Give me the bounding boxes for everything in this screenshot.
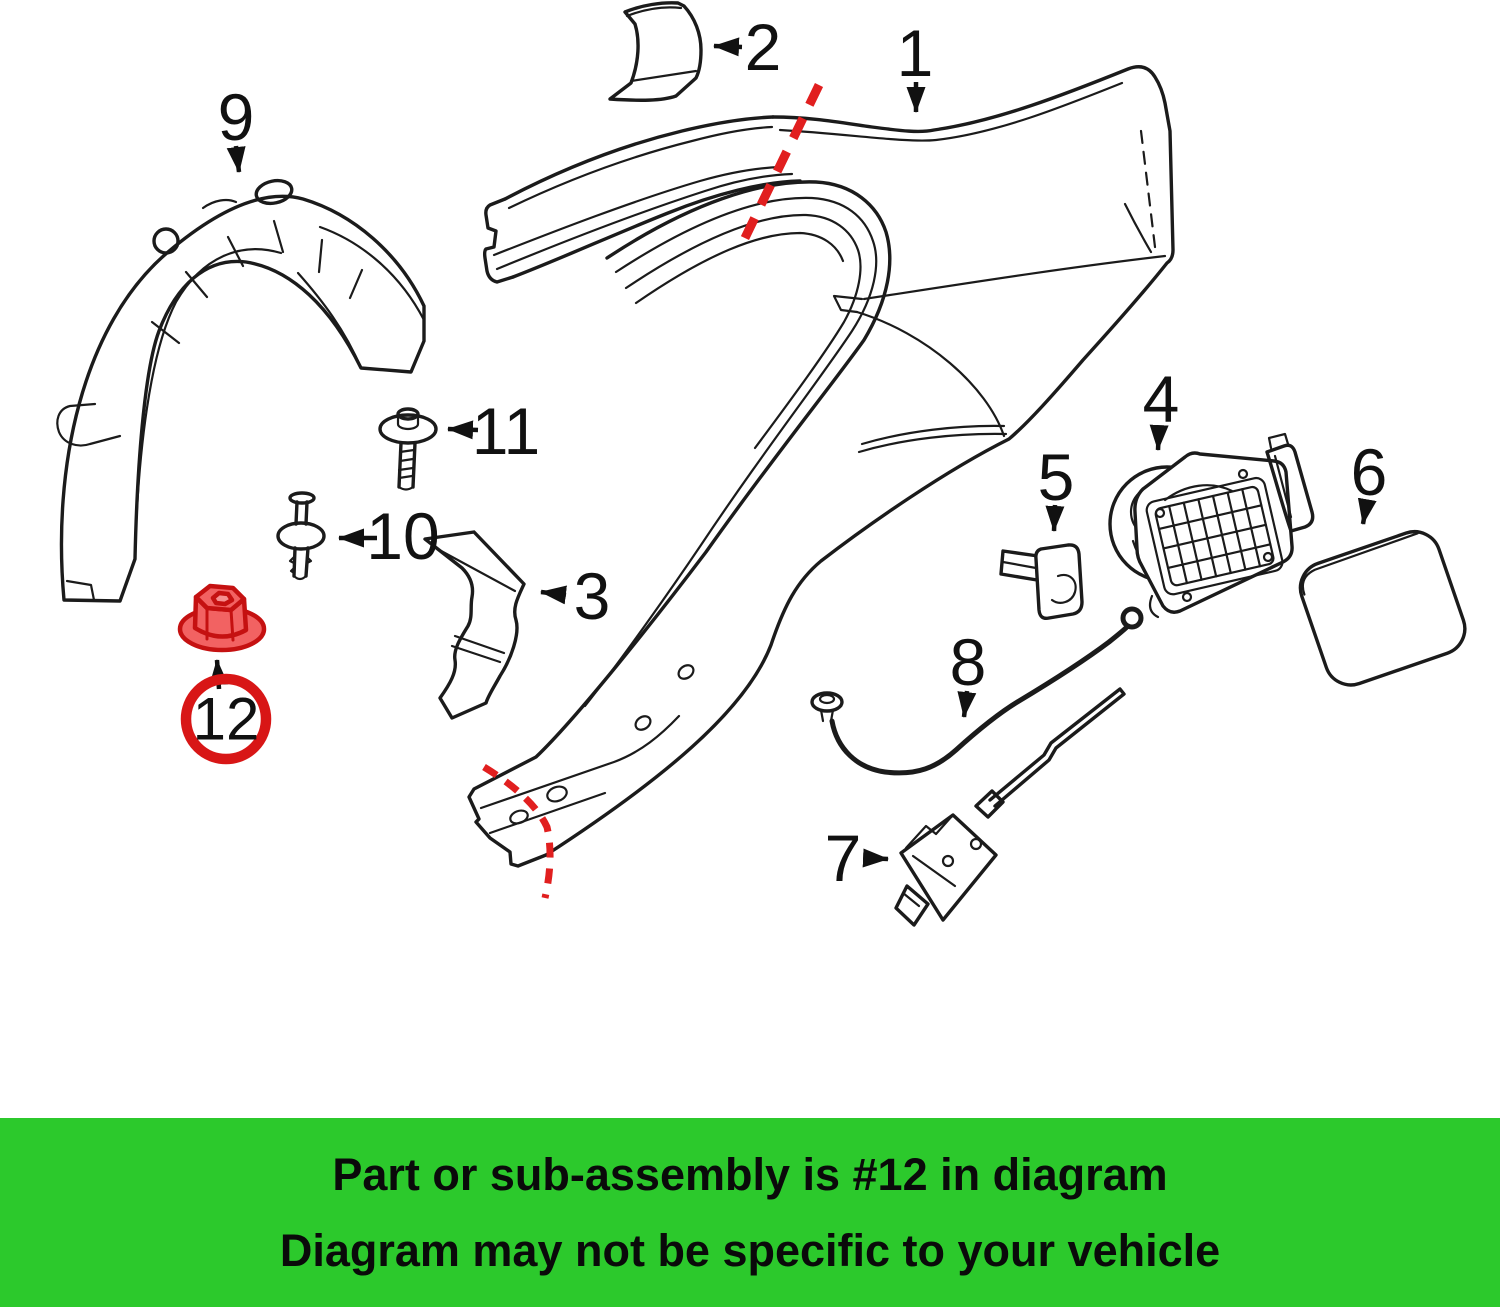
part-12-highlighted-nut	[180, 586, 264, 650]
callout-3-arrow	[541, 592, 566, 595]
banner-line-1: Part or sub-assembly is #12 in diagram	[332, 1149, 1168, 1200]
banner-line-2: Diagram may not be specific to your vehicle	[279, 1224, 1221, 1276]
part-10-push-pin-drawing	[278, 493, 324, 579]
part-11-screw-drawing	[380, 409, 436, 490]
callout-8-arrow	[964, 691, 967, 717]
part-6-fuel-door-drawing	[1293, 525, 1471, 692]
callout-5-arrow	[1054, 505, 1055, 531]
callout-9-label: 9	[217, 80, 255, 154]
callout-8-label: 8	[949, 625, 987, 699]
callout-7-label: 7	[824, 821, 862, 895]
part-5-clip-drawing	[1001, 545, 1082, 618]
callout-11-arrow	[448, 429, 478, 430]
callout-6-label: 6	[1350, 435, 1388, 509]
callout-11-label: 11	[471, 394, 541, 468]
callout-10-label: 10	[366, 499, 440, 573]
callout-2-label: 2	[744, 10, 782, 84]
part-2-trim-drawing	[610, 3, 701, 100]
callout-12-label: 12	[192, 685, 260, 753]
part-3-bracket-drawing	[425, 532, 524, 718]
part-7-lock-actuator-drawing	[896, 689, 1124, 925]
callout-2-arrow	[714, 46, 742, 47]
callout-3-label: 3	[573, 559, 611, 633]
callout-4-arrow	[1158, 428, 1159, 450]
callout-4-label: 4	[1142, 362, 1180, 436]
part-4-filler-housing-drawing	[1110, 434, 1313, 617]
roof-rail-strip-drawing	[485, 117, 800, 282]
callout-7-arrow	[864, 858, 888, 859]
callout-9-arrow	[236, 146, 239, 172]
callout-1-label: 1	[896, 16, 934, 90]
caption-banner	[0, 1118, 1500, 1307]
callouts	[218, 10, 1388, 895]
callout-5-label: 5	[1037, 440, 1075, 514]
